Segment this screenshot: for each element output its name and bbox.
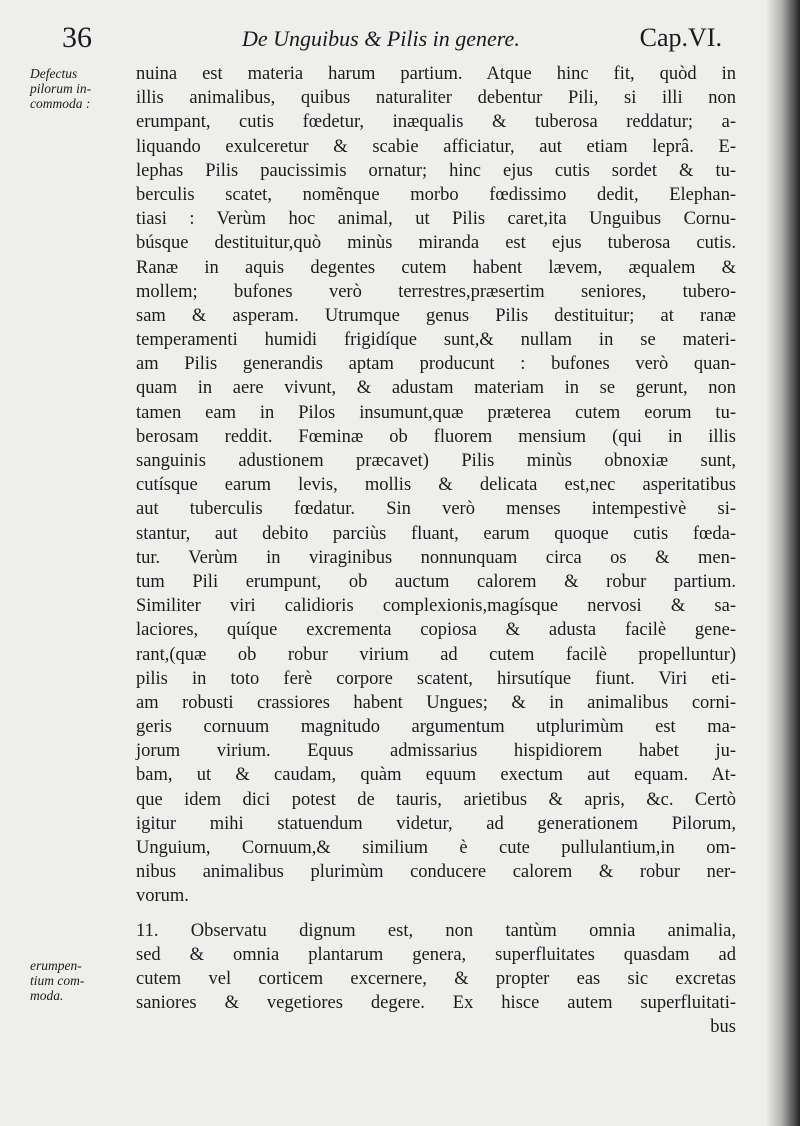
page-header <box>62 20 722 56</box>
text-line: stantur, aut debito parciùs fluant, earum quoque cutis fœda- <box>136 523 736 544</box>
text-line: am robusti crassiores habent Ungues; & in animalibus corni- <box>136 692 736 713</box>
text-line: bam, ut & caudam, quàm equum exectum aut equam. At- <box>136 765 736 786</box>
text-line: erumpant, cutis fœdetur, inæqualis & tuberosa reddatur; a- <box>136 112 736 133</box>
paragraph-1 <box>136 62 736 909</box>
paragraph-gap <box>136 909 736 919</box>
text-line: tum Pili erumpunt, ob auctum calorem & robur partium. <box>136 571 736 592</box>
margin-note-line: Defectus <box>30 66 78 81</box>
text-line: aut tuberculis fœdatur. Sin verò menses intempestivè si- <box>136 499 736 520</box>
text-line: nibus animalibus plurimùm conducere calorem & robur ner- <box>136 862 736 883</box>
text-line: liquando exulceretur & scabie afficiatur, aut etiam leprâ. E- <box>136 136 736 157</box>
text-line: Ranæ in aquis degentes cutem habent lævem, æqualem & <box>136 257 736 278</box>
text-line: cutem vel corticem excernere, & propter eas sic excretas <box>136 968 736 989</box>
text-line: sanguinis adustionem præcavet) Pilis minùs obnoxiæ sunt, <box>136 451 736 471</box>
margin-note-line: pilorum in- <box>30 81 92 96</box>
text-line: illis animalibus, quibus naturaliter debentur Pili, si illi non <box>136 88 736 109</box>
text-line: jorum virium. Equus admissarius hispidiorem habet ju- <box>136 741 736 762</box>
text-line: sam & asperam. Utrumque genus Pilis destituitur; at ranæ <box>136 305 736 326</box>
text-line: quam in aere vivunt, & adustam materiam in se gerunt, non <box>136 378 736 399</box>
text-line: mollem; bufones verò terrestres,præsertim seniores, tubero- <box>136 281 736 302</box>
text-line: Similiter viri calidioris complexionis,magísque nervosi & sa- <box>136 596 736 617</box>
text-line: búsque destituitur,quò minùs miranda est ejus tuberosa cutis. <box>136 233 736 254</box>
text-line: igitur mihi statuendum videtur, ad generationem Pilorum, <box>136 813 736 834</box>
text-line: berculis scatet, nomẽnque morbo fœdissimo dedit, Elephan- <box>136 184 736 205</box>
catchword: bus <box>710 1017 736 1038</box>
chapter-heading: Cap.VI. <box>639 23 722 52</box>
text-line: nuina est materia harum partium. Atque hinc fit, quòd in <box>136 64 736 84</box>
text-line: vorum. <box>136 886 189 907</box>
paragraph-2 <box>136 919 736 1016</box>
text-line: Unguium, Cornuum,& similium è cute pullulantium,in om- <box>136 838 736 858</box>
text-line: sed & omnia plantarum genera, superfluitates quasdam ad <box>136 944 736 965</box>
margin-note-erumpentium <box>30 958 128 1003</box>
margin-note-line: erumpen- <box>30 958 82 973</box>
text-line: tur. Verùm in viraginibus nonnunquam circa os & men- <box>136 547 736 568</box>
text-line: que idem dici potest de tauris, arietibus & apris, &c. Certò <box>136 789 736 810</box>
running-title: De Unguibus & Pilis in genere. <box>242 26 520 51</box>
text-line: tamen eam in Pilos insumunt,quæ præterea cutem eorum tu- <box>136 402 736 423</box>
text-line: am Pilis generandis aptam producunt : bufones verò quan- <box>136 354 736 375</box>
text-line: rant,(quæ ob robur virium ad cutem facilè propelluntur) <box>136 644 736 665</box>
margin-note-line: commoda : <box>30 96 91 111</box>
text-line: tiasi : Verùm hoc animal, ut Pilis caret,ita Unguibus Cornu- <box>136 209 736 230</box>
body-text <box>136 62 736 1040</box>
page-number: 36 <box>62 21 92 54</box>
text-line: temperamenti humidi frigidíque sunt,& nullam in se materi- <box>136 330 736 351</box>
margin-note-line: tium com- <box>30 973 85 988</box>
text-line: berosam reddit. Fœminæ ob fluorem mensium (qui in illis <box>136 426 736 447</box>
text-line: 11. Observatu dignum est, non tantùm omnia animalia, <box>136 920 736 941</box>
text-line: pilis in toto ferè corpore scatent, hirsutíque fiunt. Viri eti- <box>136 668 736 689</box>
text-line: laciores, quíque excrementa copiosa & adusta facilè gene- <box>136 620 736 641</box>
margin-note-line: moda. <box>30 988 64 1003</box>
text-line: geris cornuum magnitudo argumentum utplurimùm est ma- <box>136 717 736 738</box>
margin-note-defectus <box>30 66 128 111</box>
page-gutter-shadow <box>766 0 800 1126</box>
text-line: lephas Pilis paucissimis ornatur; hinc ejus cutis sordet & tu- <box>136 160 736 181</box>
text-line: saniores & vegetiores degere. Ex hisce autem superfluitati- <box>136 993 736 1014</box>
text-line: cutísque earum levis, mollis & delicata est,nec asperitatibus <box>136 475 736 496</box>
